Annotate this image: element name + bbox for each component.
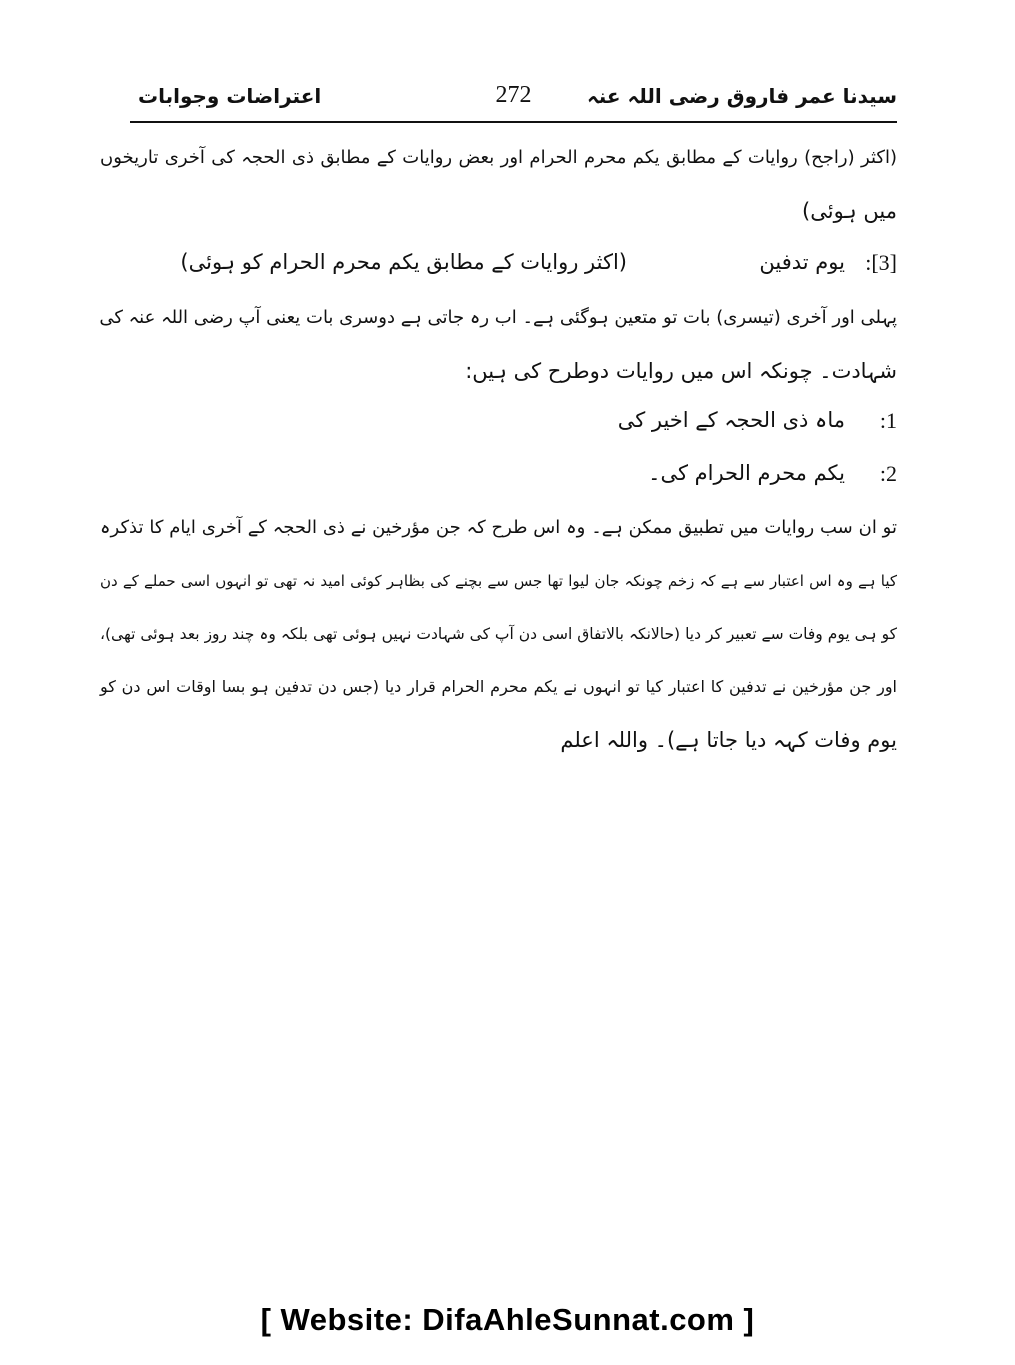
paragraph-line: تو ان سب روایات میں تطبیق ممکن ہے۔ وہ اس طرح کہ جن مؤرخین نے ذی الحجہ کے آخری ایام کا تذکرہ [100, 517, 897, 538]
paragraph-line: اور جن مؤرخین نے تدفین کا اعتبار کیا تو انہوں نے یکم محرم الحرام قرار دیا (جس دن تدفین ہو بسا اوقات اس دن کو [100, 677, 897, 696]
item-3-number: [3]: [865, 250, 897, 275]
body-line: (اکثر (راجح) روایات کے مطابق یکم محرم الحرام اور بعض روایات کے مطابق ذی الحجہ کی آخری تاریخوں [100, 147, 897, 168]
body-line: میں ہوئی) [802, 199, 897, 223]
chapter-title: اعتراضات وجوابات [138, 84, 322, 108]
item-3-row [100, 250, 897, 284]
paragraph-line: پہلی اور آخری (تیسری) بات تو متعین ہوگئی ہے۔ اب رہ جاتی ہے دوسری بات یعنی آپ رضی اللہ عنہ کی [99, 307, 897, 328]
list-item-number: 2: [879, 461, 897, 486]
running-header [130, 78, 897, 118]
item-3-note: (اکثر روایات کے مطابق یکم محرم الحرام کو ہوئی) [180, 250, 627, 274]
website-footer: [ Website: DifaAhleSunnat.com ] [260, 1302, 755, 1337]
header-rule [130, 121, 897, 123]
paragraph-line: شہادت۔ چونکہ اس میں روایات دوطرح کی ہیں: [465, 359, 897, 383]
paragraph-line: کو ہی یوم وفات سے تعبیر کر دیا (حالانکہ بالاتفاق اسی دن آپ کی شہادت نہیں ہوئی تھی بلکہ وہ چند روز بعد ہوئی تھی)، [100, 625, 897, 643]
paragraph-line: یوم وفات کہہ دیا جاتا ہے)۔ واللہ اعلم [560, 728, 897, 752]
list-item-2 [100, 461, 897, 495]
list-item-number: 1: [879, 408, 897, 433]
item-3-label: یوم تدفین [759, 250, 845, 274]
list-item-text: ماہ ذی الحجہ کے اخیر کی [617, 408, 845, 432]
list-item-1 [100, 408, 897, 442]
page-number: 272 [495, 82, 532, 108]
paragraph-line: کیا ہے وہ اس اعتبار سے ہے کہ زخم چونکہ جان لیوا تھا جس سے بچنے کی بظاہر کوئی امید نہ تھی تو انہوں اسی حملے کے دن [100, 572, 897, 590]
book-title: سیدنا عمر فاروق رضی اللہ عنہ [586, 84, 897, 108]
list-item-text: یکم محرم الحرام کی۔ [648, 461, 845, 485]
